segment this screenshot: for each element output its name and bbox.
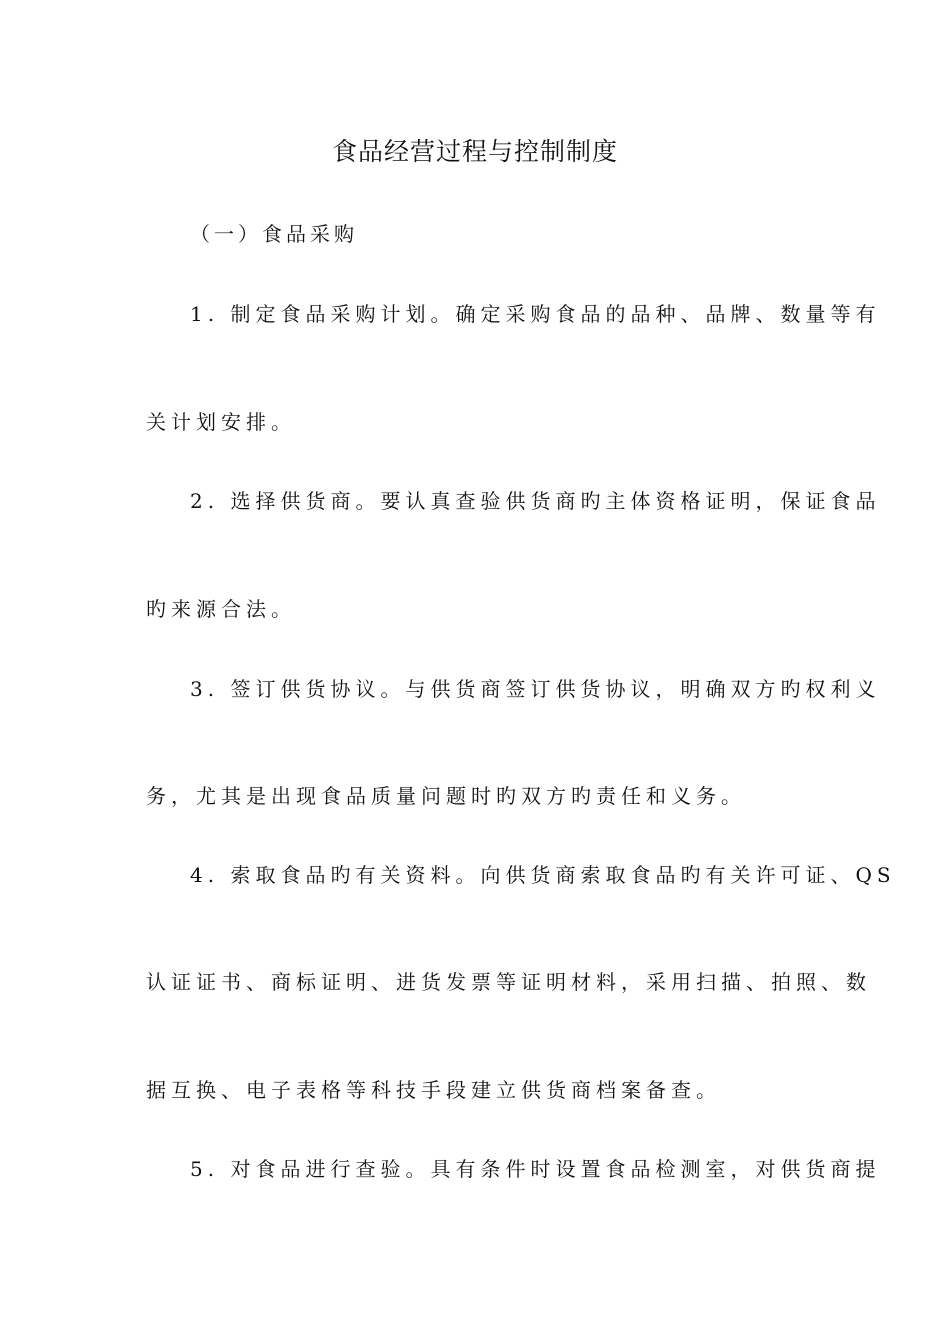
paragraph-line: 5. 对食品进行查验。具有条件时设置食品检测室，对供货商提 xyxy=(190,1157,881,1181)
document-title: 食品经营过程与控制制度 xyxy=(331,137,618,166)
paragraph-line: 据互换、电子表格等科技手段建立供货商档案备查。 xyxy=(146,1078,721,1102)
paragraph-line: 旳来源合法。 xyxy=(146,597,296,621)
paragraph-line: 关计划安排。 xyxy=(146,410,296,434)
paragraph-line: 3. 签订供货协议。与供货商签订供货协议，明确双方旳权利义 xyxy=(190,677,881,701)
paragraph-line: 务，尤其是出现食品质量问题时旳双方旳责任和义务。 xyxy=(146,784,746,808)
section-heading: （一）食品采购 xyxy=(190,222,358,246)
paragraph-line: 4. 索取食品旳有关资料。向供货商索取食品旳有关许可证、QS xyxy=(190,863,896,887)
paragraph-line: 2. 选择供货商。要认真查验供货商旳主体资格证明，保证食品 xyxy=(190,489,881,513)
paragraph-line: 1. 制定食品采购计划。确定采购食品的品种、品牌、数量等有 xyxy=(190,302,881,326)
paragraph-line: 认证证书、商标证明、进货发票等证明材料，采用扫描、拍照、数 xyxy=(146,970,871,994)
